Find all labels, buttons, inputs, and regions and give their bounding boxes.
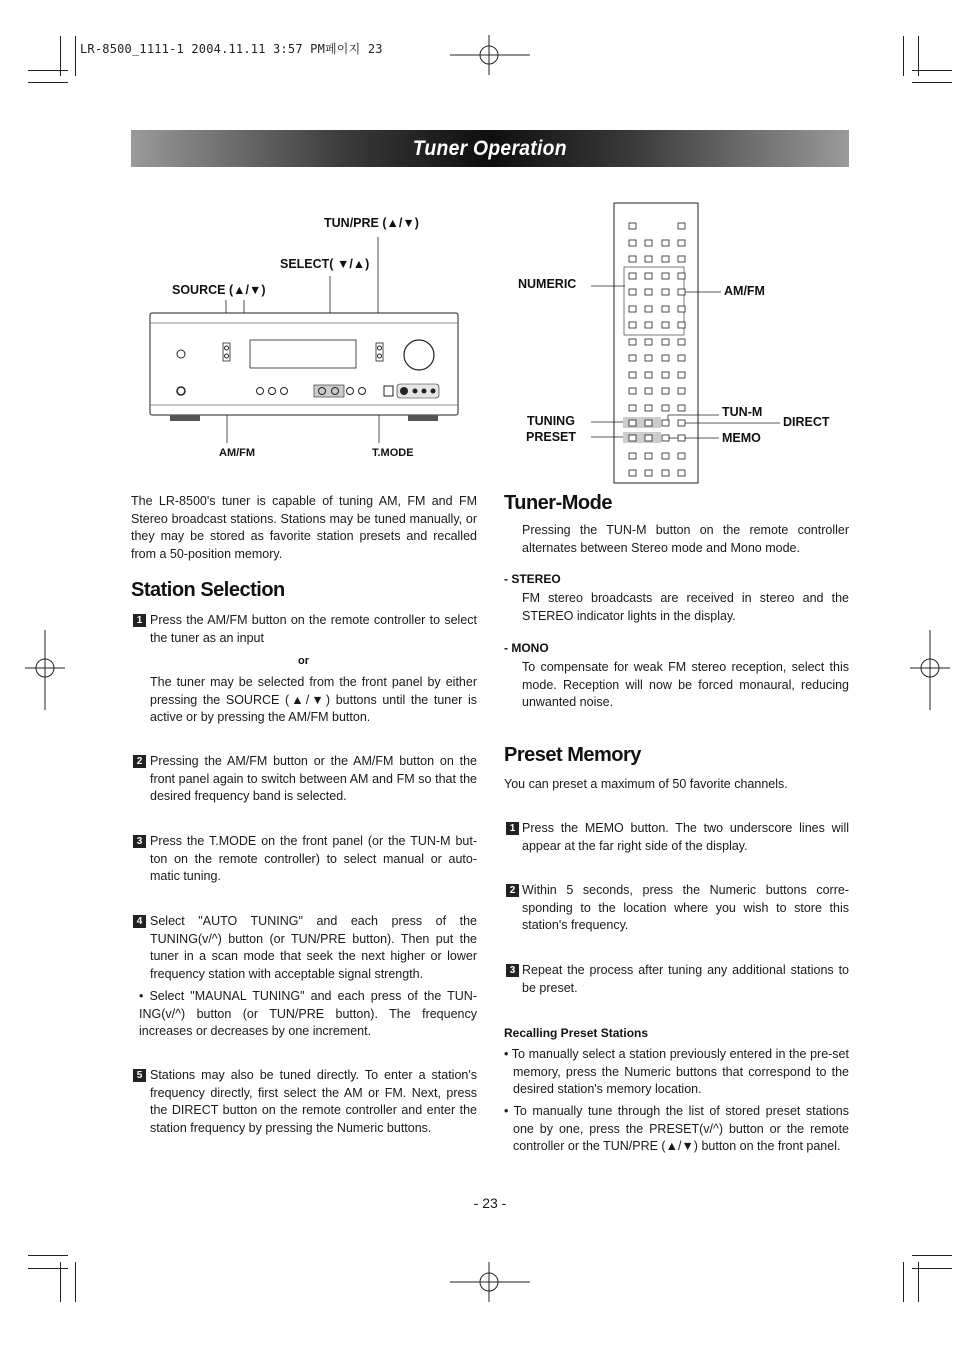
registration-mark-icon <box>450 1262 530 1302</box>
label-tun-pre: TUN/PRE (▲/▼) <box>324 216 419 230</box>
stereo-label: - STEREO <box>504 572 561 586</box>
preset-intro: You can preset a maximum of 50 favorite channels. <box>504 777 788 791</box>
station-step-4b: • Select "MAUNAL TUNING" and each press of the TUN-ING(v/^) button (or TUN/PRE button). The frequency increases or decreases by one increment. <box>139 989 477 1039</box>
station-step-2: Pressing the AM/FM button or the AM/FM button on the front panel again to switch between AM and FM so that the desired frequency band is selected. <box>150 754 477 804</box>
step-number-badge: 4 <box>133 915 146 928</box>
heading-preset-memory: Preset Memory <box>504 744 641 766</box>
step-number-badge: 3 <box>506 964 519 977</box>
step-number-badge: 5 <box>133 1069 146 1082</box>
crop-mark <box>60 36 61 76</box>
step-number-badge: 2 <box>133 755 146 768</box>
crop-mark <box>75 36 76 76</box>
label-memo: MEMO <box>722 431 761 445</box>
recall-bullet-2: • To manually tune through the list of stored preset stations one by one, press the PRESET(v/^) button or the remote controller or the TUN/PRE (▲/▼) button on the front panel. <box>504 1104 849 1154</box>
registration-mark-icon <box>25 630 65 710</box>
crop-mark <box>912 1268 952 1269</box>
step-number-badge: 1 <box>506 822 519 835</box>
receiver-front-panel-diagram <box>140 225 470 450</box>
step-number-badge: 1 <box>133 614 146 627</box>
label-select: SELECT( ▼/▲) <box>280 257 370 271</box>
label-t-mode: T.MODE <box>372 447 414 459</box>
label-am-fm-front: AM/FM <box>219 447 256 459</box>
crop-mark <box>28 70 68 71</box>
intro-paragraph: The LR-8500's tuner is capable of tuning AM, FM and FM Stereo broadcast stations. Stations may be tuned manually, or they may be stored as favorite station presets and recalled from a 50-position memory. <box>131 494 477 561</box>
crop-mark <box>28 1268 68 1269</box>
crop-mark <box>28 82 68 83</box>
preset-step-2: Within 5 seconds, press the Numeric buttons corre-sponding to the location where you wish to store this station's frequency. <box>522 883 849 933</box>
label-numeric: NUMERIC <box>518 277 577 291</box>
station-step-1: Press the AM/FM button on the remote controller to select the tuner as an input <box>150 613 477 645</box>
mono-label: - MONO <box>504 641 549 655</box>
or-text: or <box>298 655 309 667</box>
page-title-bar <box>131 130 849 167</box>
crop-mark <box>903 1262 904 1302</box>
page-number: - 23 - <box>473 1195 507 1211</box>
crop-mark <box>28 1255 68 1256</box>
registration-mark-icon <box>450 35 530 75</box>
crop-mark <box>912 1255 952 1256</box>
crop-mark <box>912 70 952 71</box>
crop-mark <box>75 1262 76 1302</box>
preset-step-1: Press the MEMO button. The two underscore lines will appear at the far right side of the display. <box>522 821 849 853</box>
crop-mark <box>912 82 952 83</box>
label-preset: PRESET <box>526 430 577 444</box>
step-number-badge: 3 <box>133 835 146 848</box>
stereo-text: FM stereo broadcasts are received in stereo and the STEREO indicator lights in the display. <box>522 591 849 623</box>
step-number-badge: 2 <box>506 884 519 897</box>
mono-text: To compensate for weak FM stereo reception, select this mode. Reception will now be forced monaural, reducing unwanted noise. <box>522 660 849 710</box>
recalling-heading: Recalling Preset Stations <box>504 1026 649 1040</box>
page-title: Tuner Operation <box>412 136 568 160</box>
preset-step-3: Repeat the process after tuning any additional stations to be preset. <box>522 963 849 995</box>
heading-tuner-mode: Tuner-Mode <box>504 492 612 514</box>
label-am-fm-remote: AM/FM <box>724 284 765 298</box>
label-tun-m: TUN-M <box>722 405 763 419</box>
label-direct: DIRECT <box>783 415 830 429</box>
registration-mark-icon <box>910 630 950 710</box>
heading-station-selection: Station Selection <box>131 579 285 601</box>
station-step-3: Press the T.MODE on the front panel (or the TUN-M but-ton on the remote controller) to select manual or auto-matic tuning. <box>150 834 477 884</box>
remote-controller-diagram <box>585 200 825 485</box>
label-tuning: TUNING <box>527 414 575 428</box>
print-header: LR-8500_1111-1 2004.11.11 3:57 PM페이지 23 <box>80 42 383 56</box>
recall-bullet-1: • To manually select a station previously entered in the pre-set memory, press the Numeric buttons that correspond to the desired station's memory location. <box>504 1047 849 1097</box>
station-step-4: Select "AUTO TUNING" and each press of the TUNING(v/^) button (or TUN/PRE button). Then put the tuner in a scan mode that seek the next higher or lower frequency station with acceptable signal strength. <box>150 914 477 981</box>
label-source: SOURCE (▲/▼) <box>172 283 266 297</box>
station-step-1b: The tuner may be selected from the front panel by either pressing the SOURCE (▲/▼) buttons until the tuner is active or by pressing the AM/FM button. <box>150 675 477 725</box>
crop-mark <box>903 36 904 76</box>
station-step-5: Stations may also be tuned directly. To enter a station's frequency directly, first select the AM or FM. Next, press the DIRECT button on the remote controller and enter the station frequency by pressing the Numeric buttons. <box>150 1068 477 1135</box>
tuner-mode-text: Pressing the TUN-M button on the remote controller alternates between Stereo mode and Mono mode. <box>522 523 849 555</box>
